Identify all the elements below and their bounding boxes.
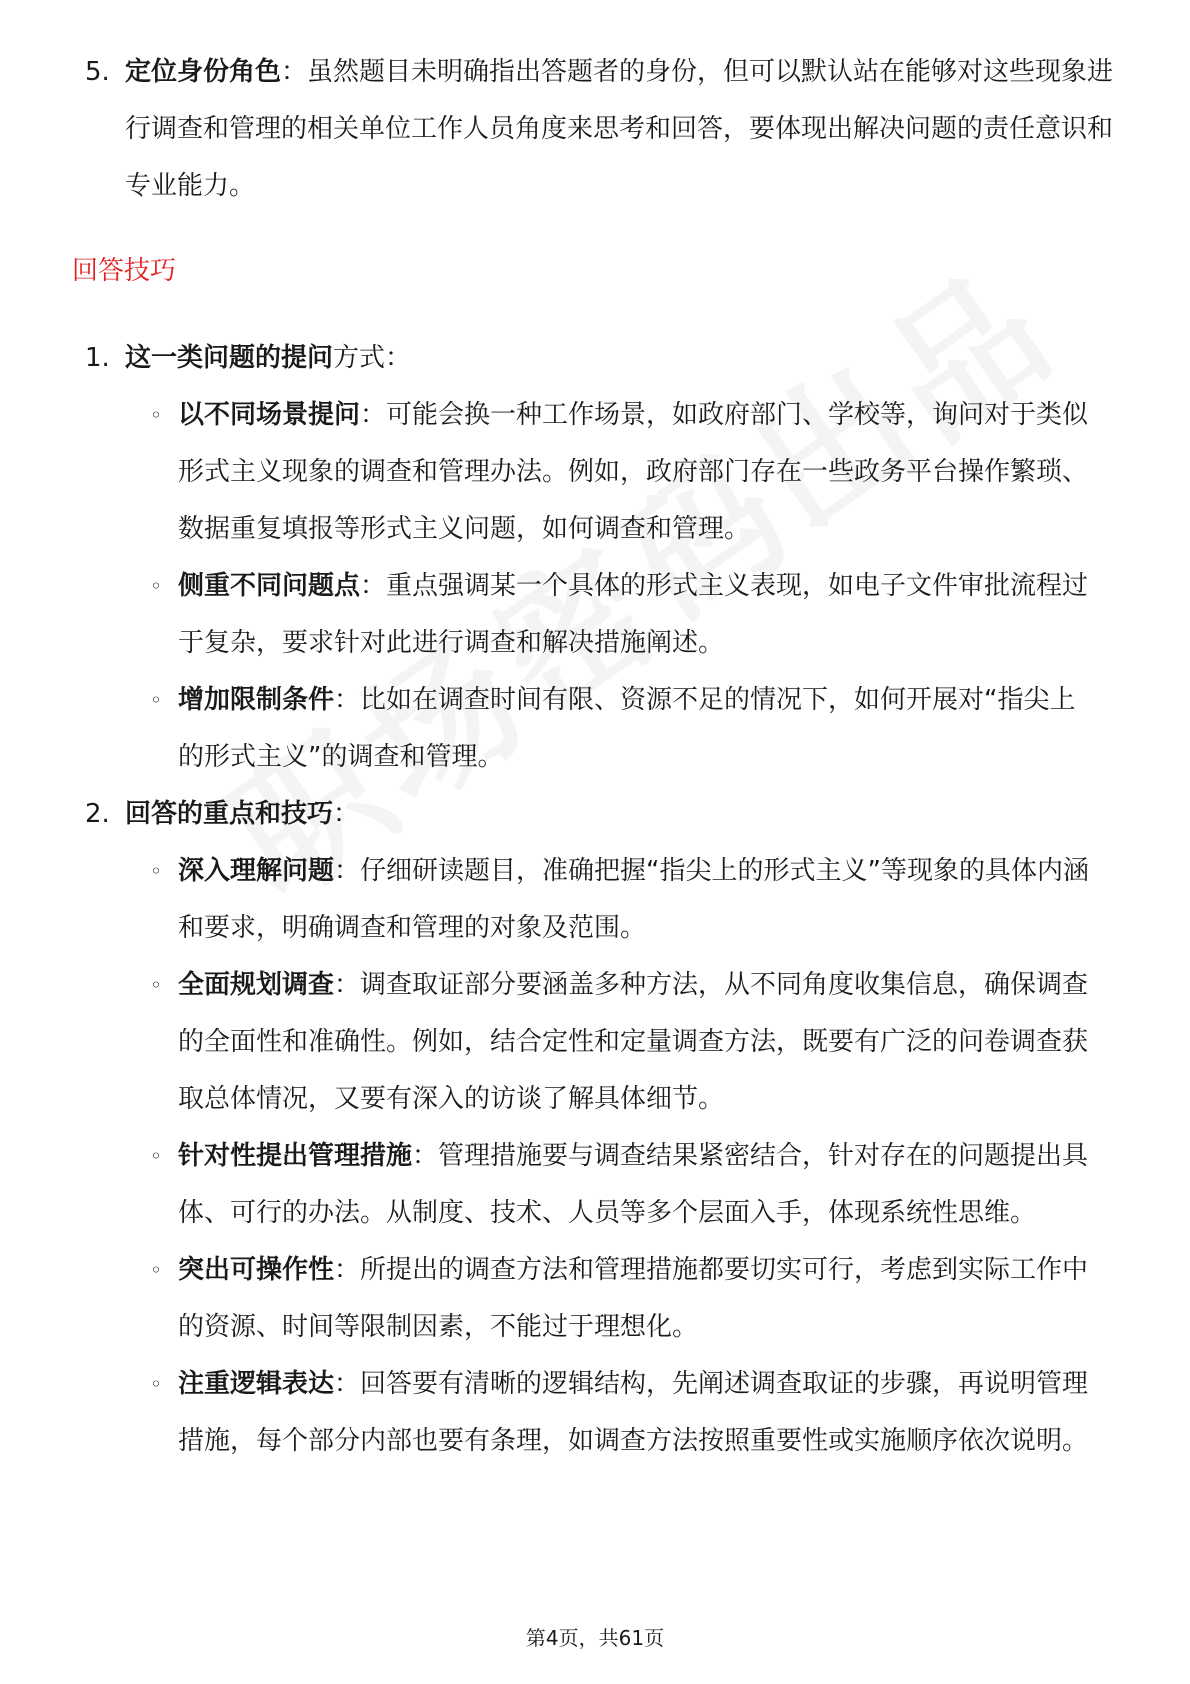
sub-item-separator: ： — [334, 970, 361, 1000]
sub-item-separator: ： — [334, 1369, 361, 1399]
sub-item-separator: ： — [360, 571, 387, 601]
item-text: 虽然题目未明确指出答题者的身份，但可以默认站在能够对这些现象进行调查和管理的相关单位工作人员角度来思考和回答，要体现出解决问题的责任意识和专业能力。 — [125, 57, 1114, 201]
sub-item-title: 注重逻辑表达 — [178, 1369, 335, 1399]
sub-item — [0, 558, 1190, 672]
bullet-icon: ◦ — [150, 403, 162, 427]
bullet-icon: ◦ — [150, 973, 162, 997]
list-item-1 — [0, 330, 1190, 387]
sub-item-text: 所提出的调查方法和管理措施都要切实可行，考虑到实际工作中的资源、时间等限制因素，不能过于理想化。 — [178, 1255, 1089, 1342]
sub-item-title: 针对性提出管理措施 — [178, 1141, 413, 1171]
bullet-icon: ◦ — [150, 574, 162, 598]
bullet-icon: ◦ — [150, 1144, 162, 1168]
item-title-rest: ： — [333, 799, 360, 829]
page-content — [0, 44, 1190, 1470]
sub-item-text: 调查取证部分要涵盖多种方法，从不同角度收集信息，确保调查的全面性和准确性。例如，结合定性和定量调查方法，既要有广泛的问卷调查获取总体情况，又要有深入的访谈了解具体细节。 — [178, 970, 1089, 1114]
list-item-5 — [0, 44, 1190, 215]
sub-item — [0, 387, 1190, 558]
item-title: 回答的重点和技巧 — [125, 799, 334, 829]
item-title: 定位身份角色 — [125, 57, 282, 87]
bullet-icon: ◦ — [150, 1258, 162, 1282]
bullet-icon: ◦ — [150, 688, 162, 712]
bullet-icon: ◦ — [150, 859, 162, 883]
sub-item-title: 深入理解问题 — [178, 856, 335, 886]
sub-item — [0, 1356, 1190, 1470]
sub-item-separator: ： — [334, 1255, 361, 1285]
sub-item-separator: ： — [412, 1141, 439, 1171]
sub-item-title: 增加限制条件 — [178, 685, 335, 715]
sub-item-separator: ： — [334, 856, 361, 886]
bullet-icon: ◦ — [150, 1372, 162, 1396]
sub-item — [0, 843, 1190, 957]
sub-item-title: 以不同场景提问 — [178, 400, 361, 430]
page-footer: 第4页，共61页 — [525, 1626, 665, 1650]
item-separator: ： — [281, 57, 308, 87]
sub-item-separator: ： — [334, 685, 361, 715]
sub-item-title: 突出可操作性 — [178, 1255, 335, 1285]
sub-item — [0, 957, 1190, 1128]
sub-item — [0, 672, 1190, 786]
item-title: 这一类问题的提问 — [125, 343, 334, 373]
sub-item — [0, 1128, 1190, 1242]
sub-item-title: 全面规划调查 — [178, 970, 335, 1000]
list-number: 5. — [85, 57, 110, 87]
sub-item-text: 重点强调某一个具体的形式主义表现，如电子文件审批流程过于复杂，要求针对此进行调查和解决措施阐述。 — [178, 571, 1089, 658]
sub-item — [0, 1242, 1190, 1356]
sub-item-text: 可能会换一种工作场景，如政府部门、学校等，询问对于类似形式主义现象的调查和管理办法。例如，政府部门存在一些政务平台操作繁琐、数据重复填报等形式主义问题，如何调查和管理。 — [178, 400, 1089, 544]
sub-item-text: 仔细研读题目，准确把握“指尖上的形式主义”等现象的具体内涵和要求，明确调查和管理的对象及范围。 — [178, 856, 1089, 943]
item-title-rest: 方式： — [333, 343, 412, 373]
list-item-2 — [0, 786, 1190, 843]
sub-item-title: 侧重不同问题点 — [178, 571, 361, 601]
section-heading: 回答技巧 — [72, 256, 177, 286]
list-number: 1. — [85, 343, 110, 373]
sub-item-text: 管理措施要与调查结果紧密结合，针对存在的问题提出具体、可行的办法。从制度、技术、人员等多个层面入手，体现系统性思维。 — [178, 1141, 1089, 1228]
list-number: 2. — [85, 799, 110, 829]
sub-item-separator: ： — [360, 400, 387, 430]
sub-item-text: 比如在调查时间有限、资源不足的情况下，如何开展对“指尖上的形式主义”的调查和管理。 — [178, 685, 1076, 772]
sub-item-text: 回答要有清晰的逻辑结构，先阐述调查取证的步骤，再说明管理措施，每个部分内部也要有条理，如调查方法按照重要性或实施顺序依次说明。 — [178, 1369, 1089, 1456]
